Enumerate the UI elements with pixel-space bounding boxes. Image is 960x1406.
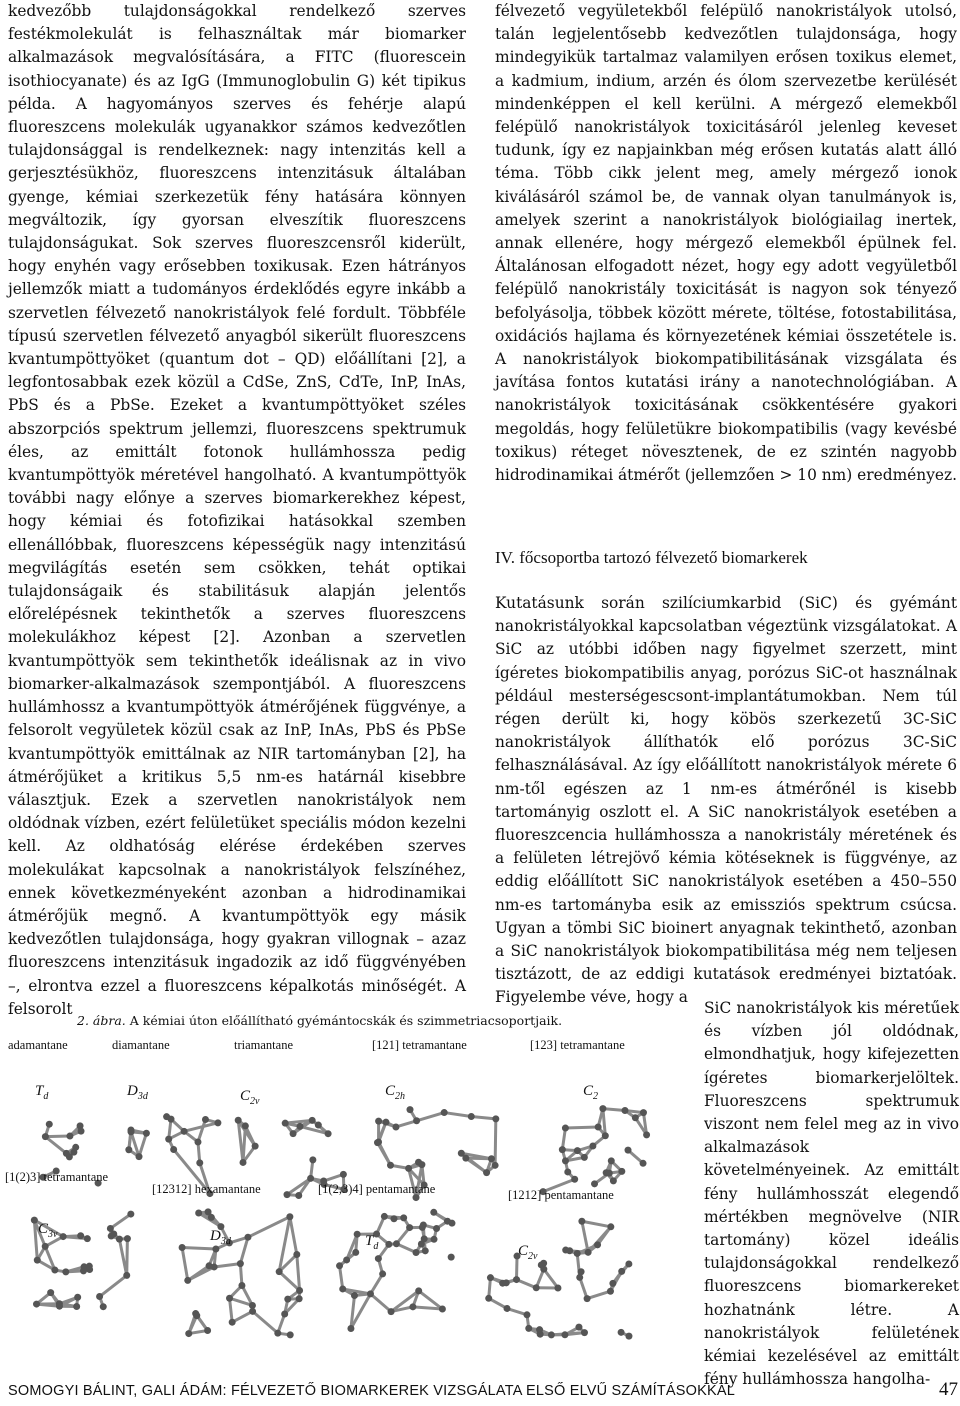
- molecule-label: [12312] hexamantane: [152, 1182, 261, 1196]
- wrap-column-text: SiC nanokristályok kis méretűek és vízben jól oldódnak, elmondhatjuk, hogy kifejezetten ígéretes biomarkerjelöltek. Fluoreszcens spektrumuk viszont nem felel meg az in vivo alkalmazások követelményeinek. Az emittált fény hullámhosszát elegendő mértékben megnövelve (NIR tartomány) közel ideális tulajdonságokkal rendelkező fluoreszcens biomarkereket hozhatnánk létre. A nanokristályok felületének kémiai kezelésével az emittált fény hullámhossza hangolha-: [704, 999, 959, 1389]
- molecule-structure: [320, 1203, 460, 1343]
- symmetry-group: $C_{2v}$: [240, 1088, 260, 1107]
- symmetry-group: $C_{2h}$: [385, 1083, 406, 1102]
- symmetry-group: $T_d$: [365, 1233, 379, 1252]
- symmetry-group: $D_{3d}$: [210, 1228, 231, 1247]
- right-column-lower: [495, 592, 957, 1010]
- molecule-structure: [480, 1208, 640, 1348]
- figure-caption-label: 2. ábra.: [77, 1013, 126, 1028]
- molecule-label: [121] tetramantane: [372, 1038, 467, 1052]
- right-column-lower-text: Kutatásunk során szilíciumkarbid (SiC) és gyémánt nanokristályokkal kapcsolatban végeztünk vizsgálatokat. A SiC az utóbbi időben nagy figyelmet szerzett, mint ígéretes biokompatibilis anyag, porózus SiC-ot használnak például mesterségescsont-implantátumokban. Nem túl régen derült ki, hogy köbös szerkezetű 3C-SiC nanokristályok állíthatók elő porózus 3C-SiC felhasználásával. Az így előállított nanokristályok mérete 6 nm-től egészen az 1 nm-es átmérőnél is kisebb tartományig oszlott el. A SiC nanokristályok esetében a fluoreszcencia hullámhossza a nanokristály méretének és a felületen létrejövő kémia kötéseknek is függvénye, az eddig előállított SiC nanokristályok esetében a 450–550 nm-es tartományba esik az emissziós spektrum csúcsa. Ugyan a tömbi SiC bioinert anyagnak tekinthető, azonban a SiC nanokristályok biokompatibilitása még nem teljesen tisztázott, de az eddigi kutatások eredményei biztatóak. Figyelembe véve, hogy a: [495, 594, 957, 1007]
- symmetry-group: $D_{3d}$: [127, 1083, 148, 1102]
- symmetry-group: $C_2$: [583, 1083, 599, 1102]
- wrap-column: [704, 997, 959, 1391]
- symmetry-group: $C_{2v}$: [518, 1243, 538, 1262]
- left-column: [8, 0, 466, 1021]
- molecule-label: [123] tetramantane: [530, 1038, 625, 1052]
- right-column-top: [495, 0, 957, 487]
- right-column-top-text: félvezető vegyületekből felépülő nanokristályok utolsó, talán legjelentősebb kedvezőtlen tulajdonsága, hogy mindegyikük tartalmaz valamilyen erősen toxikus elemet, a kadmium, indium, arzén és ólom szervezetbe kerülését mindenképpen el kell kerülni. A mérgező elemekből felépülő nanokristályok toxicitásáról jelenleg keveset tudunk, így ez napjainkban még erősen kutatás alatt álló téma. Több cikk jelent meg, amely mérgező ionok kiválásáról számol be, de vannak olyan tanulmányok is, amelyek szerint a nanokristályok biológiailag inertek, annak ellenére, hogy mérgező elemekből épülnek fel. Általánosan elfogadott nézet, hogy egy adott vegyületből felépülő nanokristály toxicitását is nagyon sok tényező befolyásolja, többek között mérete, töltése, fotostabilitása, oxidációs hajlama és környezetének kémiai összetétele is. A nanokristályok biokompatibilitásának vizsgálata és javítása fontos kutatási irány a nanotechnológiában. A nanokristályok toxicitásának csökkentésére gyakori megoldás, hogy felületükre biokompatibilis (vagy kevésbé toxikus) réteget növesztenek, de ez szintén nagyobb hidrodinamikai átmérőt (jellemzően > 10 nm) eredményez.: [495, 2, 957, 485]
- molecule-label: adamantane: [8, 1038, 68, 1052]
- symmetry-group: $T_d$: [35, 1083, 49, 1102]
- molecule-label: diamantane: [112, 1038, 170, 1052]
- molecule-label: [1(2)3] tetramantane: [5, 1170, 109, 1184]
- symmetry-group: $C_{3v}$: [38, 1221, 58, 1240]
- molecule-label: triamantane: [234, 1038, 293, 1052]
- diamondoid-figure: [0, 1008, 700, 1360]
- footer-title: SOMOGYI BÁLINT, GALI ÁDÁM: FÉLVEZETŐ BIOMARKEREK VIZSGÁLATA ELSŐ ELVŰ SZÁMÍTÁSOKKAL: [8, 1383, 736, 1399]
- section-heading: IV. főcsoportba tartozó félvezető biomarkerek: [495, 548, 808, 567]
- left-column-text: kedvezőbb tulajdonságokkal rendelkező szerves festékmolekulát is felhasználtak már biomarker alkalmazások megvalósítására, a FITC (fluorescein isothiocyanate) és az IgG (Immunoglobulin G) két tipikus példa. A hagyományos szerves és fehérje alapú fluoreszcens molekulák ugyanakkor számos kedvezőtlen tulajdonsággal is rendelkeznek: nagy intenzitás kell a gerjesztésükhöz, fluoreszcens intenzitásuk általában gyenge, kémiai szerkezetük fény hatására könnyen megváltozik, így gyorsan elveszítik fluoreszcens tulajdonságukat. Sok szerves fluoreszcensről kiderült, hogy enyhén vagy erősebben toxikusak. Ezen hátrányos jellemzők miatt a tudományos érdeklődés egyre inkább a szervetlen félvezető nanokristályok felé fordult. Többféle típusú szervetlen félvezető anyagból sikerült fluoreszcens kvantumpöttyöket (quantum dot – QD) előállítani [2], a legfontosabbak ezek közül a CdSe, ZnS, CdTe, InP, InAs, PbS és a PbSe. Ezeket a kvantumpöttyöket széles abszorpciós spektrum jellemzi, fluoreszcens spektrumuk éles, az emittált fotonok hullámhossza pedig kvantumpöttyök méretével hangolható. A kvantumpöttyök további nagy előnye a szerves biomarkerekhez képest, hogy kémiai és fotofizikai hatásokkal szemben ellenállóbbak, fluoreszcens képességük nagy intenzitású megvilágítás esetén sem csökken, tehát optikai tulajdonságaik és stabilitásuk alapján jelentős előrelépésnek tekinthetők a szerves fluoreszcens molekulákhoz képest [2]. Azonban a szervetlen kvantumpöttyök sem tekinthetők ideálisnak az in vivo biomarker-alkalmazások szempontjából. A fluoreszcens hullámhossz a kvantumpöttyök átmérőjének függvénye, a felsorolt vegyületek közül csak az InP, InAs, PbS és PbSe kvantumpöttyök emittálnak az NIR tartományban [2], ha átmérőjüket a kritikus 5,5 nm-es határnál kisebbre választjuk. Ezek a szervetlen nanokristályok nem oldódnak vízben, ezért felületüket speciális módon kezelni kell. Az oldhatóság elérése érdekében szerves molekulákat kapcsolnak a nanokristályok felszínéhez, ennek következményeként azonban a hidrodinamikai átmérőjük megnő. A kvantumpöttyök egy másik kedvezőtlen tulajdonsága, hogy gyakran villognak – azaz fluoreszcens intenzitásuk ingadozik az idő függvényében –, elrontva ezzel a fluoreszcens képalkotás minőségét. A felsorolt: [8, 2, 466, 1018]
- page-number: 47: [939, 1379, 958, 1400]
- molecule-structure: [170, 1203, 310, 1343]
- figure-caption-text: A kémiai úton előállítható gyémántocskák és szimmetriacsoportjaik.: [129, 1013, 563, 1028]
- molecule-label: [1(2,3)4] pentamantane: [318, 1182, 436, 1196]
- molecule-label: [1212] pentamantane: [508, 1188, 614, 1202]
